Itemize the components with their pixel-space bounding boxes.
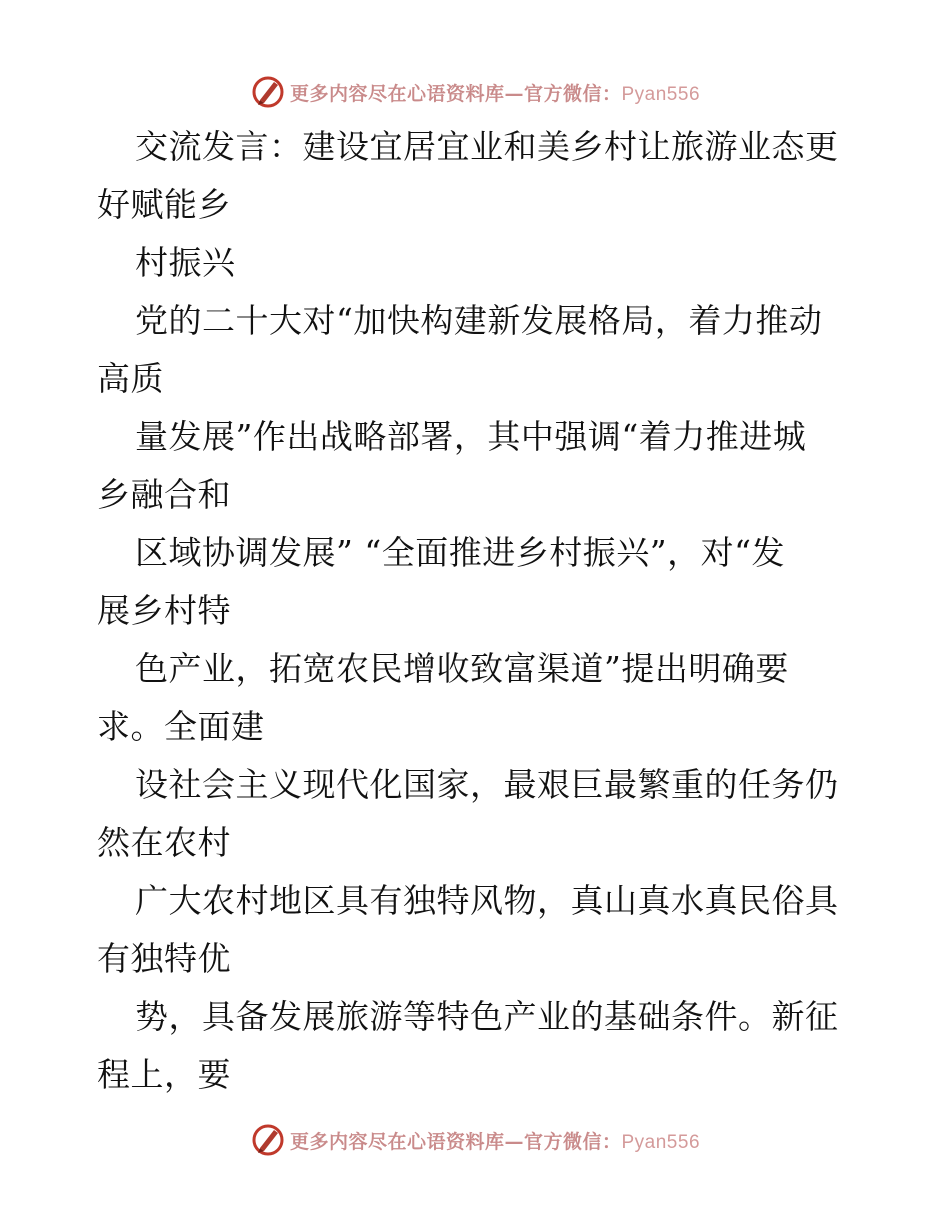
text-line: 展乡村特 [97, 591, 231, 630]
text-line: 然在农村 [97, 823, 231, 862]
text-line: 区域协调发展” “全面推进乡村振兴”，对“发 [135, 533, 785, 572]
text-line: 好赋能乡 [97, 185, 231, 224]
watermark-id: Pyan556 [621, 83, 701, 105]
text-line: 广大农村地区具有独特风物，真山真水真民俗具 [135, 881, 839, 920]
footer-watermark [0, 1120, 950, 1160]
watermark-id: Pyan556 [621, 1131, 701, 1153]
text-line: 设社会主义现代化国家，最艰巨最繁重的任务仍 [135, 765, 839, 804]
text-line: 有独特优 [97, 939, 231, 978]
text-line: 村振兴 [135, 243, 236, 282]
red-pen-circle-icon [250, 1122, 286, 1158]
watermark-text: 更多内容尽在心语资料库—官方微信： [289, 1130, 622, 1153]
text-line: 乡融合和 [97, 475, 231, 514]
text-line: 交流发言：建设宜居宜业和美乡村让旅游业态更 [135, 127, 839, 166]
header-watermark [0, 72, 950, 112]
red-pen-circle-icon [250, 74, 286, 110]
text-line: 程上，要 [97, 1055, 231, 1094]
text-line: 量发展”作出战略部署，其中强调“着力推进城 [135, 417, 807, 456]
text-line: 势，具备发展旅游等特色产业的基础条件。新征 [135, 997, 839, 1036]
text-line: 党的二十大对“加快构建新发展格局，着力推动 [135, 301, 823, 340]
text-line: 色产业，拓宽农民增收致富渠道”提出明确要 [135, 649, 789, 688]
text-line: 求。全面建 [97, 707, 265, 746]
document-body [97, 118, 857, 1104]
text-line: 高质 [97, 359, 164, 398]
watermark-text: 更多内容尽在心语资料库—官方微信： [289, 82, 622, 105]
